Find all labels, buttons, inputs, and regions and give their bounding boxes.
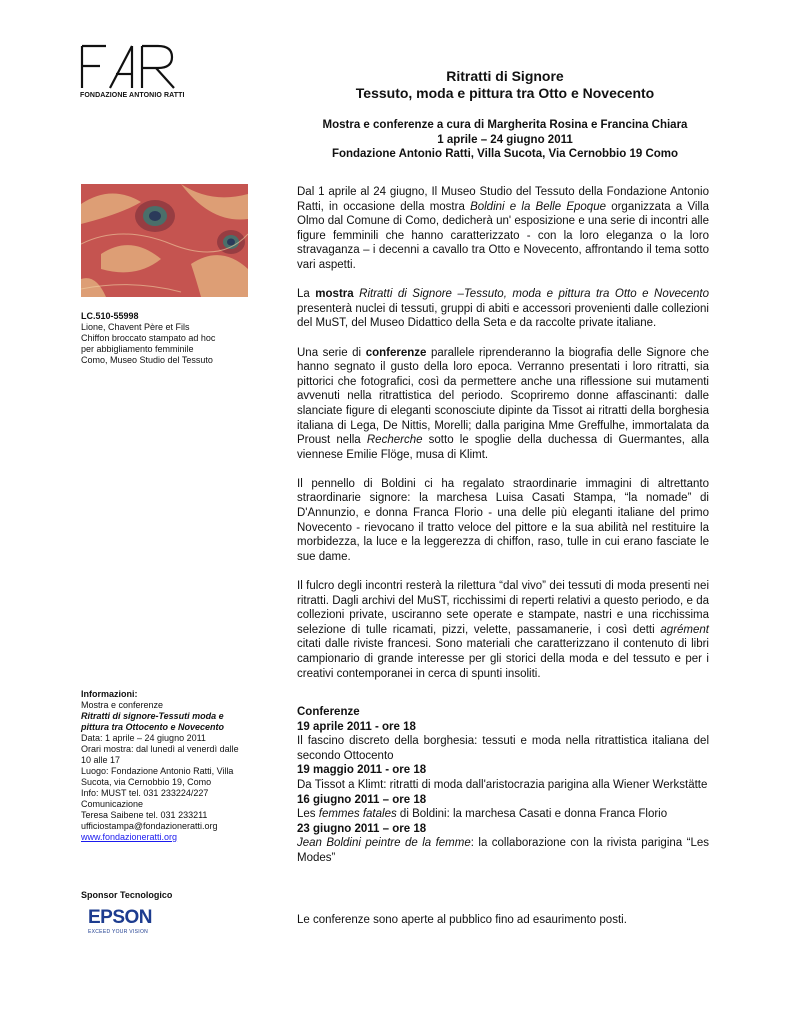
epson-wordmark: EPSON — [88, 907, 153, 928]
info-comm-label: Comunicazione — [81, 799, 144, 809]
conference-title: Il fascino discreto della borghesia: tessuti e moda nella ritrattistica italiana del secondo Ottocento — [297, 735, 709, 762]
sponsor-label: Sponsor Tecnologico — [81, 890, 173, 900]
info-email: ufficiostampa@fondazioneratti.org — [81, 821, 218, 831]
conference-date: 19 maggio 2011 - ore 18 — [297, 764, 427, 777]
paragraph-intro: Dal 1 aprile al 24 giugno, Il Museo Studio del Tessuto della Fondazione Antonio Ratti, in occasione della mostra Boldini e la Belle Epoque organizzata a Villa Olmo dal Comune di Como, dedicherà un' esposizione e una serie di incontri alle figure femminili che hanno caratterizzato - con la loro eleganza o la loro stravaganza – i decenni a cavallo tra Otto e Novecento, affrontando il tema sotto vari aspetti. — [297, 186, 709, 271]
conference-title: Da Tissot a Klimt: ritratti di moda dall'aristocrazia parigina alla Wiener Werkstätte — [297, 778, 708, 791]
caption-line: Como, Museo Studio del Tessuto — [81, 355, 213, 365]
conference-heading: Conferenze — [297, 706, 360, 718]
info-box — [81, 689, 251, 843]
fabric-pattern — [81, 184, 248, 297]
epson-logo — [88, 908, 152, 935]
conference-title: Jean Boldini peintre de la femme: la collaborazione con la rivista parigina “Les Modes” — [297, 837, 709, 864]
far-logo-mark — [80, 44, 190, 92]
info-hours: Orari mostra: dal lunedì al venerdì dalle 10 alle 17 — [81, 744, 239, 765]
curators-line: Mostra e conferenze a cura di Margherita Rosina e Francina Chiara — [322, 119, 688, 131]
info-heading: Informazioni: — [81, 689, 138, 699]
conference-list — [297, 705, 709, 866]
main-text — [297, 185, 709, 696]
info-contact: Info: MUST tel. 031 233224/227 — [81, 788, 209, 798]
closing-note: Le conferenze sono aperte al pubblico fino ad esaurimento posti. — [297, 914, 627, 926]
dates-line: 1 aprile – 24 giugno 2011 — [437, 133, 573, 146]
epson-tagline: EXCEED YOUR VISION — [88, 929, 149, 935]
info-line: Mostra e conferenze — [81, 700, 164, 710]
caption-line: Lione, Chavent Père et Fils — [81, 322, 190, 332]
conference-date: 19 aprile 2011 - ore 18 — [297, 720, 416, 733]
page-title: Ritratti di Signore — [446, 68, 564, 84]
paragraph-boldini: Il pennello di Boldini ci ha regalato straordinarie immagini di altrettanto straordinarie signore: la marchesa Luisa Casati Stampa, “la nomade” di D'Annunzio, e donna Franca Florio - una delle più eleganti italiane del primo Novecento - rievocano il tratto veloce del pittore e la sua abilità nel restituire la morbidezza, la luce e la leggerezza di chiffon, raso, tulle in cui erano fasciate le sue dame. — [297, 477, 709, 563]
image-caption — [81, 311, 261, 366]
page-subtitle: Tessuto, moda e pittura tra Otto e Novecento — [355, 85, 655, 101]
fabric-image — [81, 184, 248, 297]
conference-title: Les femmes fatales di Boldini: la marchesa Casati e donna Franca Florio — [297, 808, 668, 821]
event-details — [290, 118, 720, 162]
info-title: Ritratti di signore-Tessuti moda e pittura tra Ottocento e Novecento — [81, 711, 225, 732]
caption-line: per abbigliamento femminile — [81, 344, 194, 354]
conference-date: 16 giugno 2011 – ore 18 — [297, 793, 427, 806]
venue-line: Fondazione Antonio Ratti, Villa Sucota, Via Cernobbio 19 Como — [331, 148, 679, 160]
logo-caption: FONDAZIONE ANTONIO RATTI — [80, 92, 185, 99]
paragraph-exhibition: La mostra Ritratti di Signore –Tessuto, moda e pittura tra Otto e Novecento presenterà nuclei di tessuti, gruppi di abiti e accessori provenienti dalle collezioni del MuST, del Museo Didattico della Seta e da raccolte private italiane. — [297, 288, 709, 330]
caption-code: LC.510-55998 — [81, 311, 139, 321]
info-comm-contact: Teresa Saibene tel. 031 233211 — [81, 810, 208, 820]
title-block — [300, 68, 710, 102]
info-dates: Data: 1 aprile – 24 giugno 2011 — [81, 733, 206, 743]
caption-line: Chiffon broccato stampato ad hoc — [81, 333, 216, 343]
website-link[interactable]: www.fondazioneratti.org — [81, 832, 178, 842]
conference-date: 23 giugno 2011 – ore 18 — [297, 822, 427, 835]
paragraph-fulcrum: Il fulcro degli incontri resterà la rilettura “dal vivo” dei tessuti di moda presenti nei ritratti. Dagli archivi del MuST, ricchissimi di reperti relativi a questo periodo, e da collezioni private, usciranno sete operate e stampate, nastri e una ricchissima selezione di tulle ricamati, pizzi, velette, passamanerie, i così detti agrément citati dalle riviste francesi. Sono materiali che caratterizzano il contenuto di libri campionario di grande interesse per gli storici della moda e del tessuto e per i creativi contemporanei in cerca di spunti insoliti. — [297, 580, 709, 680]
info-place: Luogo: Fondazione Antonio Ratti, Villa Sucota, via Cernobbio 19, Como — [81, 766, 234, 787]
paragraph-conferences: Una serie di conferenze parallele riprenderanno la biografia delle Signore che hanno segnato il gusto della loro epoca. Verranno presentati i loro ritratti, sia pittorici che fotografici, così da permettere anche una riflessione sui mutamenti avvenuti nella ritrattistica del periodo. Scopriremo donne affascinanti: dalle slanciate figure di eleganti sconosciute dipinte da Tissot ai ritratti della borghesia italiana di Lega, De Nittis, Morelli; dalla parigina Mme Greffulhe, immortalata da Proust nella Recherche sotto le spoglie della duchessa di Guermantes, alla viennese Emilie Flöge, musa di Klimt. — [297, 346, 709, 461]
